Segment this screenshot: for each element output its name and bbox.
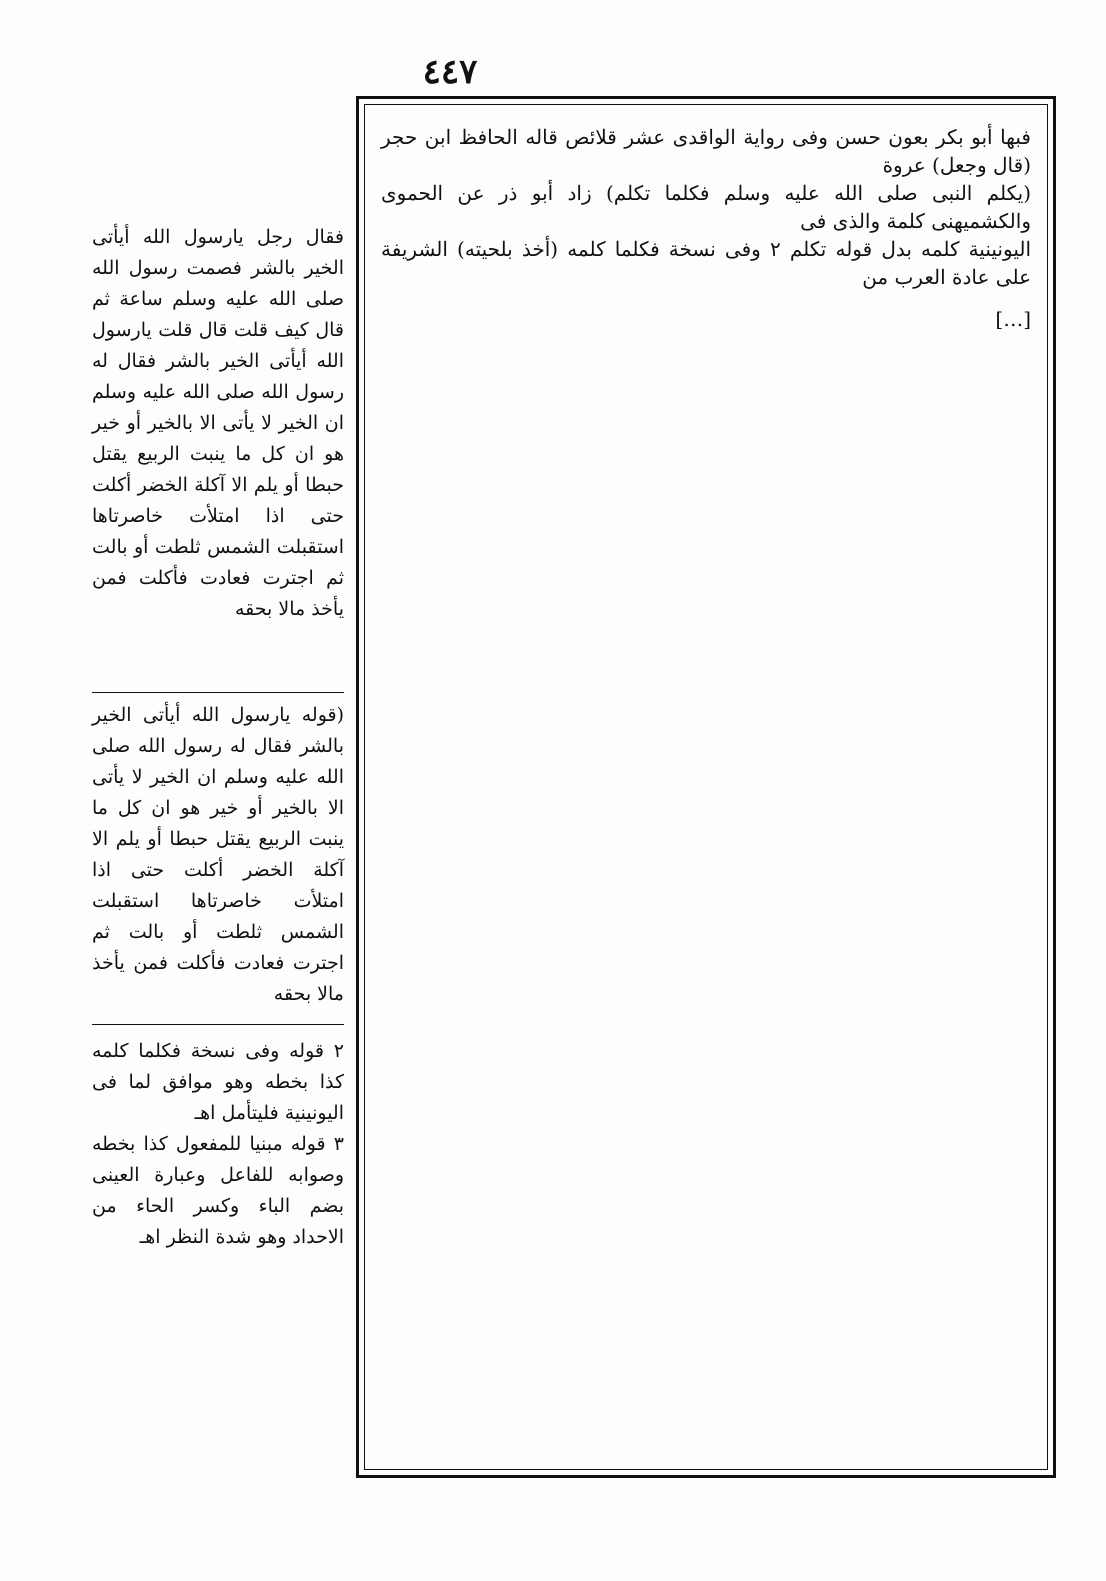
margin-commentary xyxy=(92,700,344,1010)
margin-hadith-text xyxy=(92,222,344,625)
margin-hadith-paragraph: فقال رجل يارسول الله أيأتى الخير بالشر فصمت رسول الله صلى الله عليه وسلم ساعة ثم قال كيف قلت قال قلت يارسول الله أيأتى الخير بالشر فقال له رسول الله صلى الله عليه وسلم ان الخير لا يأتى الا بالخير أو خير هو ان كل ما ينبت الربيع يقتل حبطا أو يلم الا آكلة الخضر أكلت حتى اذا امتلأت خاصرتاها استقبلت الشمس ثلطت أو بالت ثم اجترت فعادت فأكلت فمن يأخذ مالا بحقه xyxy=(92,226,344,620)
footnote: ٢ قوله وفى نسخة فكلما كلمه كذا بخطه وهو موافق لما فى اليونينية فليتأمل اهـ xyxy=(92,1040,344,1124)
page-number: ٤٤٧ xyxy=(422,52,478,92)
main-commentary-text xyxy=(381,123,1031,333)
margin-divider xyxy=(92,1024,344,1025)
footnote: ٣ قوله مبنيا للمفعول كذا بخطه وصوابه للفاعل وعبارة العينى بضم الباء وكسر الحاء من الاحداد وهو شدة النظر اهـ xyxy=(92,1133,344,1248)
main-line: (يكلم النبى صلى الله عليه وسلم فكلما تكلم) زاد أبو ذر عن الحموى والكشميهنى كلمة والذى فى xyxy=(381,181,1031,233)
main-elided-marker: […] xyxy=(995,307,1031,331)
main-text-frame xyxy=(356,96,1056,1478)
main-line: فبها أبو بكر بعون حسن وفى رواية الواقدى عشر قلائص قاله الحافظ ابن حجر (قال وجعل) عروة xyxy=(381,125,1031,177)
margin-divider xyxy=(92,692,344,693)
margin-footnotes xyxy=(92,1036,344,1253)
margin-commentary-paragraph: (قوله يارسول الله أيأتى الخير بالشر فقال له رسول الله صلى الله عليه وسلم ان الخير لا يأتى الا بالخير أو خير هو ان كل ما ينبت الربيع يقتل حبطا أو يلم الا آكلة الخضر أكلت حتى اذا امتلأت خاصرتاها استقبلت الشمس ثلطت أو بالت ثم اجترت فعادت فأكلت فمن يأخذ مالا بحقه xyxy=(92,704,344,1005)
main-line: اليونينية كلمه بدل قوله تكلم ٢ وفى نسخة فكلما كلمه (أخذ بلحيته) الشريفة على عادة العرب من xyxy=(381,237,1031,289)
